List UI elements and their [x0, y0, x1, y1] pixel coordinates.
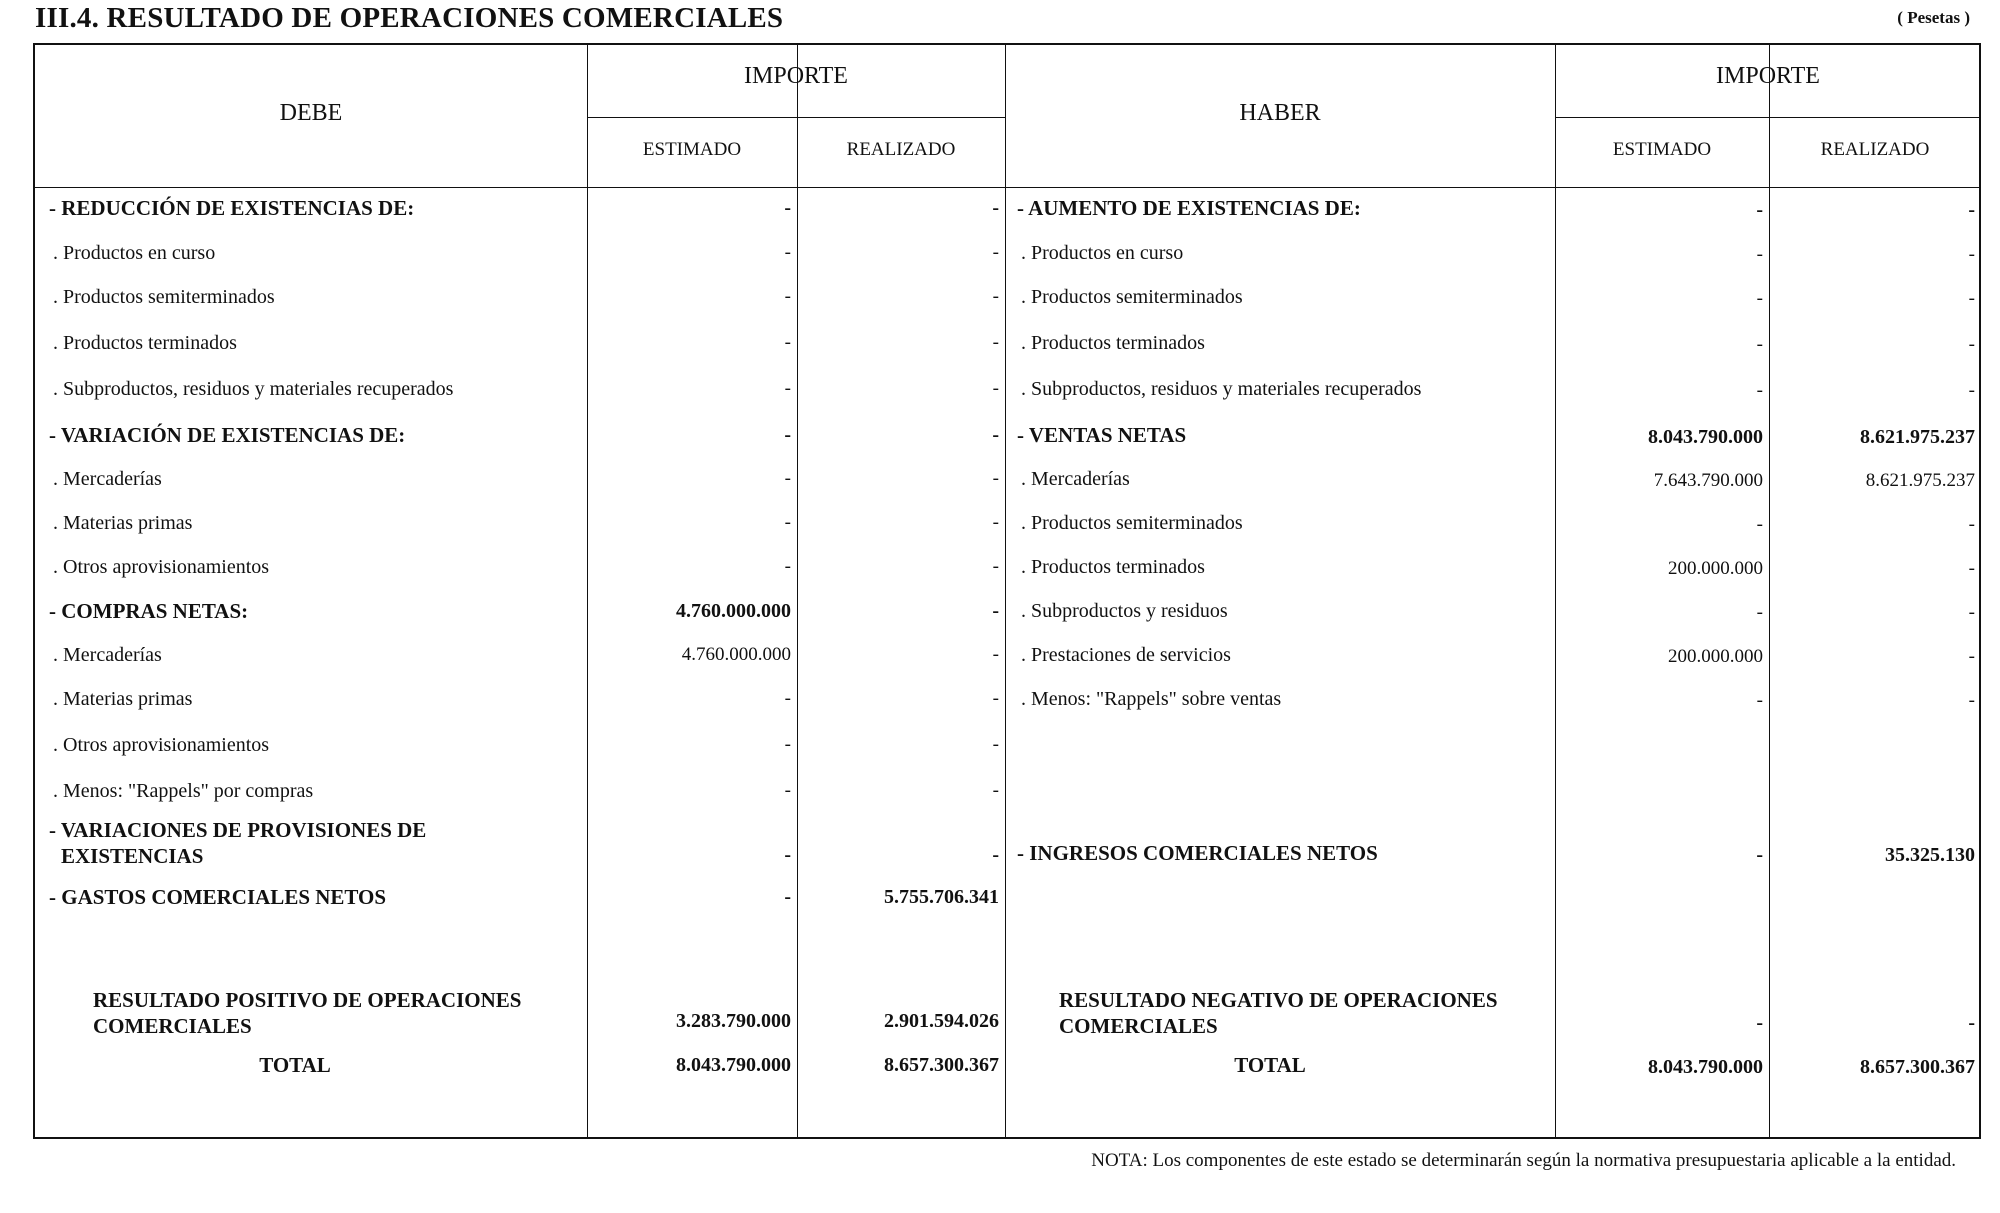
header-realizado-haber: REALIZADO: [1820, 139, 1930, 160]
debe-row-realizado: -: [992, 512, 999, 533]
total-haber-label: TOTAL: [1234, 1053, 1306, 1077]
haber-row-label: . Productos terminados: [1021, 556, 1205, 578]
haber-row-estimado: -: [1756, 288, 1763, 309]
header-importe-debe: IMPORTE: [744, 63, 848, 89]
debe-row-label: . Materias primas: [53, 688, 193, 710]
debe-row-estimado: -: [784, 734, 791, 755]
debe-row-realizado: -: [992, 242, 999, 263]
haber-row-realizado: 35.325.130: [1885, 844, 1975, 866]
haber-row-estimado: -: [1756, 602, 1763, 623]
haber-row-realizado: -: [1968, 558, 1975, 579]
haber-row-label: - AUMENTO DE EXISTENCIAS DE:: [1017, 196, 1361, 220]
haber-row-realizado: -: [1968, 288, 1975, 309]
haber-row-label: . Subproductos, residuos y materiales recuperados: [1021, 378, 1422, 400]
haber-row-label: . Productos semiterminados: [1021, 286, 1243, 308]
debe-row-realizado: 5.755.706.341: [884, 886, 999, 908]
header-estimado-haber: ESTIMADO: [1612, 139, 1712, 160]
currency-unit: ( Pesetas ): [1897, 8, 1970, 27]
debe-row-realizado: -: [992, 378, 999, 399]
header-debe: DEBE: [279, 100, 343, 126]
haber-row-realizado: -: [1968, 244, 1975, 265]
haber-row-realizado: 8.621.975.237: [1860, 426, 1975, 448]
debe-row-realizado: -: [992, 780, 999, 801]
debe-row-estimado: -: [784, 556, 791, 577]
header-realizado-debe: REALIZADO: [846, 139, 956, 160]
haber-row-estimado: 200.000.000: [1668, 646, 1763, 667]
haber-row-realizado: -: [1968, 602, 1975, 623]
haber-row-estimado: -: [1756, 199, 1763, 221]
debe-row-label: . Materias primas: [53, 512, 193, 534]
debe-row-estimado: -: [784, 332, 791, 353]
haber-row-estimado: 8.043.790.000: [1648, 426, 1763, 448]
haber-row-label: . Productos semiterminados: [1021, 512, 1243, 534]
haber-row-realizado: -: [1968, 334, 1975, 355]
haber-row-realizado: -: [1968, 380, 1975, 401]
header-haber: HABER: [1239, 100, 1321, 126]
debe-row-label: - REDUCCIÓN DE EXISTENCIAS DE:: [49, 196, 415, 220]
debe-row-estimado: -: [784, 468, 791, 489]
debe-row-estimado: -: [784, 886, 791, 908]
resultado-positivo-label: RESULTADO POSITIVO DE OPERACIONES COMERCIALES: [93, 988, 522, 1038]
haber-row-estimado: -: [1756, 334, 1763, 355]
haber-row-realizado: 8.621.975.237: [1865, 470, 1975, 491]
debe-row-label: - COMPRAS NETAS:: [49, 599, 249, 623]
header-estimado-debe: ESTIMADO: [642, 139, 742, 160]
debe-row-estimado: -: [784, 780, 791, 801]
debe-row-realizado: -: [992, 734, 999, 755]
debe-row-estimado: -: [784, 688, 791, 709]
debe-row-label: . Mercaderías: [53, 468, 162, 490]
haber-row-label: . Menos: "Rappels" sobre ventas: [1021, 688, 1282, 710]
haber-row-label: . Subproductos y residuos: [1021, 600, 1228, 622]
haber-row-estimado: -: [1756, 514, 1763, 535]
haber-row-estimado: -: [1756, 844, 1763, 866]
debe-row-estimado: -: [784, 424, 791, 446]
haber-row-label: . Prestaciones de servicios: [1021, 644, 1231, 666]
total-haber-estimado: 8.043.790.000: [1648, 1056, 1763, 1078]
total-haber-realizado: 8.657.300.367: [1860, 1056, 1975, 1078]
haber-row-label: . Productos terminados: [1021, 332, 1205, 354]
header-subdivider: [587, 117, 1005, 118]
header-importe-haber: IMPORTE: [1716, 63, 1820, 89]
haber-row-label: - INGRESOS COMERCIALES NETOS: [1017, 841, 1378, 865]
resultado-positivo-realizado: 2.901.594.026: [884, 1010, 999, 1032]
debe-row-label: . Productos terminados: [53, 332, 237, 354]
debe-row-realizado: -: [992, 844, 999, 866]
total-debe-label: TOTAL: [259, 1053, 331, 1077]
header-subdivider: [1555, 117, 1981, 118]
page-title: III.4. RESULTADO DE OPERACIONES COMERCIALES: [35, 2, 784, 34]
debe-row-estimado: -: [784, 844, 791, 866]
debe-row-realizado: -: [992, 556, 999, 577]
haber-row-estimado: -: [1756, 690, 1763, 711]
debe-row-realizado: -: [992, 644, 999, 665]
haber-row-estimado: 7.643.790.000: [1653, 470, 1763, 491]
debe-row-estimado: -: [784, 286, 791, 307]
debe-row-realizado: -: [992, 688, 999, 709]
resultado-positivo-estimado: 3.283.790.000: [676, 1010, 791, 1032]
debe-row-realizado: -: [992, 600, 999, 622]
resultado-negativo-label: RESULTADO NEGATIVO DE OPERACIONES COMERCIALES: [1059, 988, 1498, 1038]
haber-row-label: - VENTAS NETAS: [1017, 423, 1187, 447]
debe-row-label: . Productos en curso: [53, 242, 216, 264]
debe-row-label: . Otros aprovisionamientos: [53, 556, 270, 578]
haber-row-label: . Mercaderías: [1021, 468, 1130, 490]
debe-row-realizado: -: [992, 468, 999, 489]
debe-row-estimado: -: [784, 242, 791, 263]
haber-row-estimado: -: [1756, 244, 1763, 265]
debe-row-label: . Subproductos, residuos y materiales recuperados: [53, 378, 454, 400]
debe-row-estimado: 4.760.000.000: [681, 644, 791, 665]
haber-row-realizado: -: [1968, 514, 1975, 535]
debe-row-realizado: -: [992, 332, 999, 353]
haber-row-estimado: 200.000.000: [1668, 558, 1763, 579]
haber-row-realizado: -: [1968, 690, 1975, 711]
debe-row-estimado: -: [784, 512, 791, 533]
debe-row-label: . Otros aprovisionamientos: [53, 734, 270, 756]
debe-row-label: . Productos semiterminados: [53, 286, 275, 308]
col-divider-center: [1005, 45, 1006, 1137]
total-debe-realizado: 8.657.300.367: [884, 1054, 999, 1076]
results-table: [33, 43, 1981, 1139]
resultado-negativo-estimado: -: [1756, 1012, 1763, 1034]
debe-row-estimado: -: [784, 378, 791, 399]
debe-row-label: . Mercaderías: [53, 644, 162, 666]
resultado-negativo-realizado: -: [1968, 1012, 1975, 1034]
footnote: NOTA: Los componentes de este estado se determinarán según la normativa presupuestaria aplicable a la entidad.: [1091, 1150, 1956, 1171]
haber-row-realizado: -: [1968, 199, 1975, 221]
debe-row-label: . Menos: "Rappels" por compras: [53, 780, 314, 802]
debe-row-realizado: -: [992, 286, 999, 307]
debe-row-estimado: 4.760.000.000: [676, 600, 791, 622]
debe-row-label: - VARIACIONES DE PROVISIONES DE EXISTENCIAS: [49, 818, 427, 868]
debe-row-realizado: -: [992, 424, 999, 446]
total-debe-estimado: 8.043.790.000: [676, 1054, 791, 1076]
debe-row-estimado: -: [784, 197, 791, 219]
haber-row-estimado: -: [1756, 380, 1763, 401]
debe-row-label: - GASTOS COMERCIALES NETOS: [49, 885, 387, 909]
debe-row-label: - VARIACIÓN DE EXISTENCIAS DE:: [49, 423, 406, 447]
debe-row-realizado: -: [992, 197, 999, 219]
haber-row-label: . Productos en curso: [1021, 242, 1184, 264]
haber-row-realizado: -: [1968, 646, 1975, 667]
